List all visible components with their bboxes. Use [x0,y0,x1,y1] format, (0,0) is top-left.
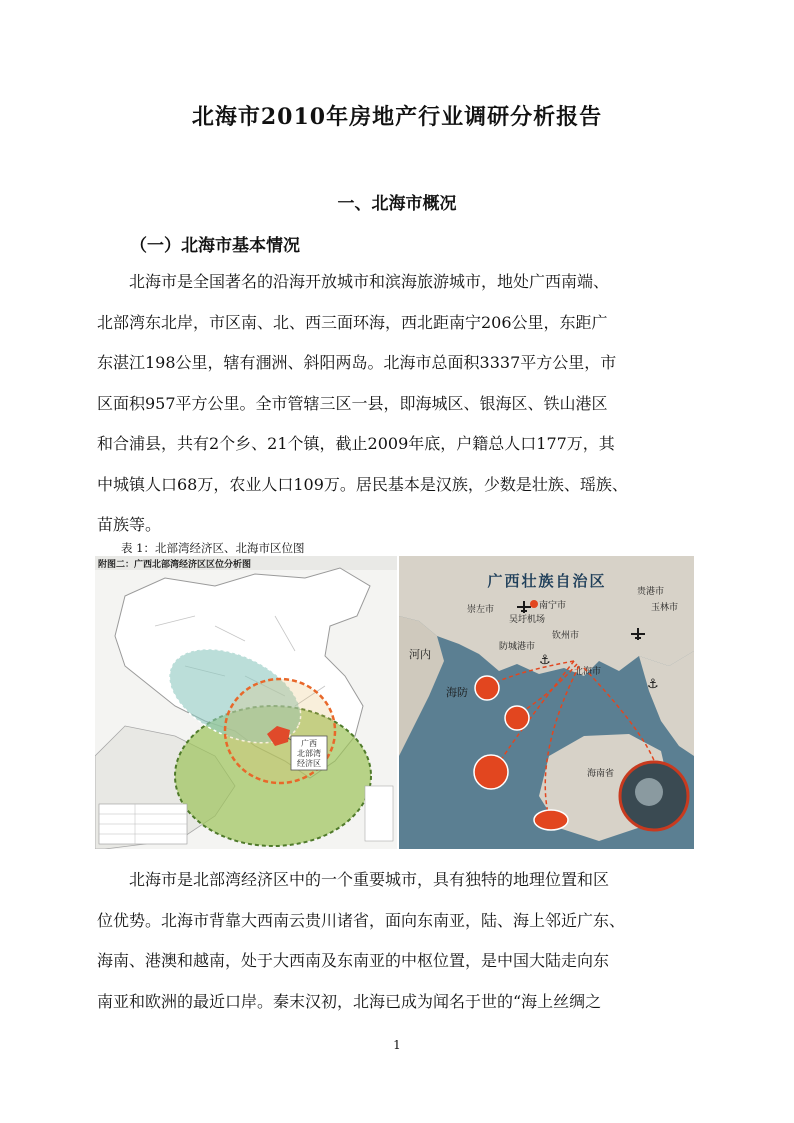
label-nanning: 南宁市 [539,601,567,611]
paragraph-basic-info [97,262,703,546]
callout-line: 北部湾 [297,749,321,758]
paragraph-location-advantage [97,860,703,1022]
label-haiphong: 海防 [446,686,468,699]
route-badge [475,676,499,700]
map-left-header: 附图二：广西北部湾经济区区位分析图 [98,560,252,570]
china-location-map-graphic [95,556,397,849]
callout-line: 广西 [301,739,317,748]
beibu-gulf-route-map [399,556,694,849]
route-badge [505,706,529,730]
route-badge [474,755,508,789]
anchor-icon: ⚓ [647,677,659,692]
paragraph-line: 北部湾东北岸，市区南、北、西三面环海，西北距南宁206公里，东距广 [97,312,608,332]
nanning-marker [530,600,538,608]
anchor-icon: ⚓ [539,653,551,668]
label-guigang: 贵港市 [637,587,665,597]
globe-highlight [635,778,663,806]
callout-line: 经济区 [297,759,321,768]
region-title: 广西壮族自治区 [487,572,607,590]
label-hanoi: 河内 [409,648,431,661]
paragraph-line: 中城镇人口68万，农业人口109万。居民基本是汉族，少数是壮族、瑶族、 [97,474,628,494]
paragraph-line: 位优势。北海市背靠大西南云贵川诸省，面向东南亚，陆、海上邻近广东、 [97,910,626,930]
label-hainan: 海南省 [587,769,615,779]
section-heading: 一、北海市概况 [337,194,457,214]
page-number: 1 [393,1038,401,1052]
label-qinzhou: 钦州市 [552,631,580,641]
label-beihai: 北海市 [574,667,602,677]
route-badge [534,810,568,830]
paragraph-line: 苗族等。 [97,515,162,534]
label-fangchenggang: 防城港市 [499,642,536,652]
paragraph-line: 北海市是全国著名的沿海开放城市和滨海旅游城市，地处广西南端、 [97,272,610,291]
paragraph-line: 区面积957平方公里。全市管辖三区一县，即海城区、银海区、铁山港区 [97,393,608,413]
subsection-heading: （一）北海市基本情况 [130,236,300,256]
label-chongzuo: 崇左市 [467,605,495,615]
paragraph-line: 海南、港澳和越南，处于大西南及东南亚的中枢位置，是中国大陆走向东 [97,951,610,970]
paragraph-line: 北海市是北部湾经济区中的一个重要城市，具有独特的地理位置和区 [97,870,610,889]
label-yulin: 玉林市 [651,603,679,613]
paragraph-line: 南亚和欧洲的最近口岸。秦末汉初，北海已成为闻名于世的“海上丝绸之 [97,991,602,1011]
south-sea-inset [365,786,393,841]
paragraph-line: 东湛江198公里，辖有涠洲、斜阳两岛。北海市总面积3337平方公里，市 [97,353,617,372]
label-airport: 吴圩机场 [509,615,546,625]
document-title: 北海市2010年房地产行业调研分析报告 [191,104,603,130]
beibu-gulf-route-map-graphic [399,556,694,849]
china-location-map [95,556,397,849]
figure-caption: 表 1：北部湾经济区、北海市区位图 [121,541,305,555]
paragraph-line: 和合浦县，共有2个乡、21个镇，截止2009年底，户籍总人口177万，其 [97,434,615,453]
